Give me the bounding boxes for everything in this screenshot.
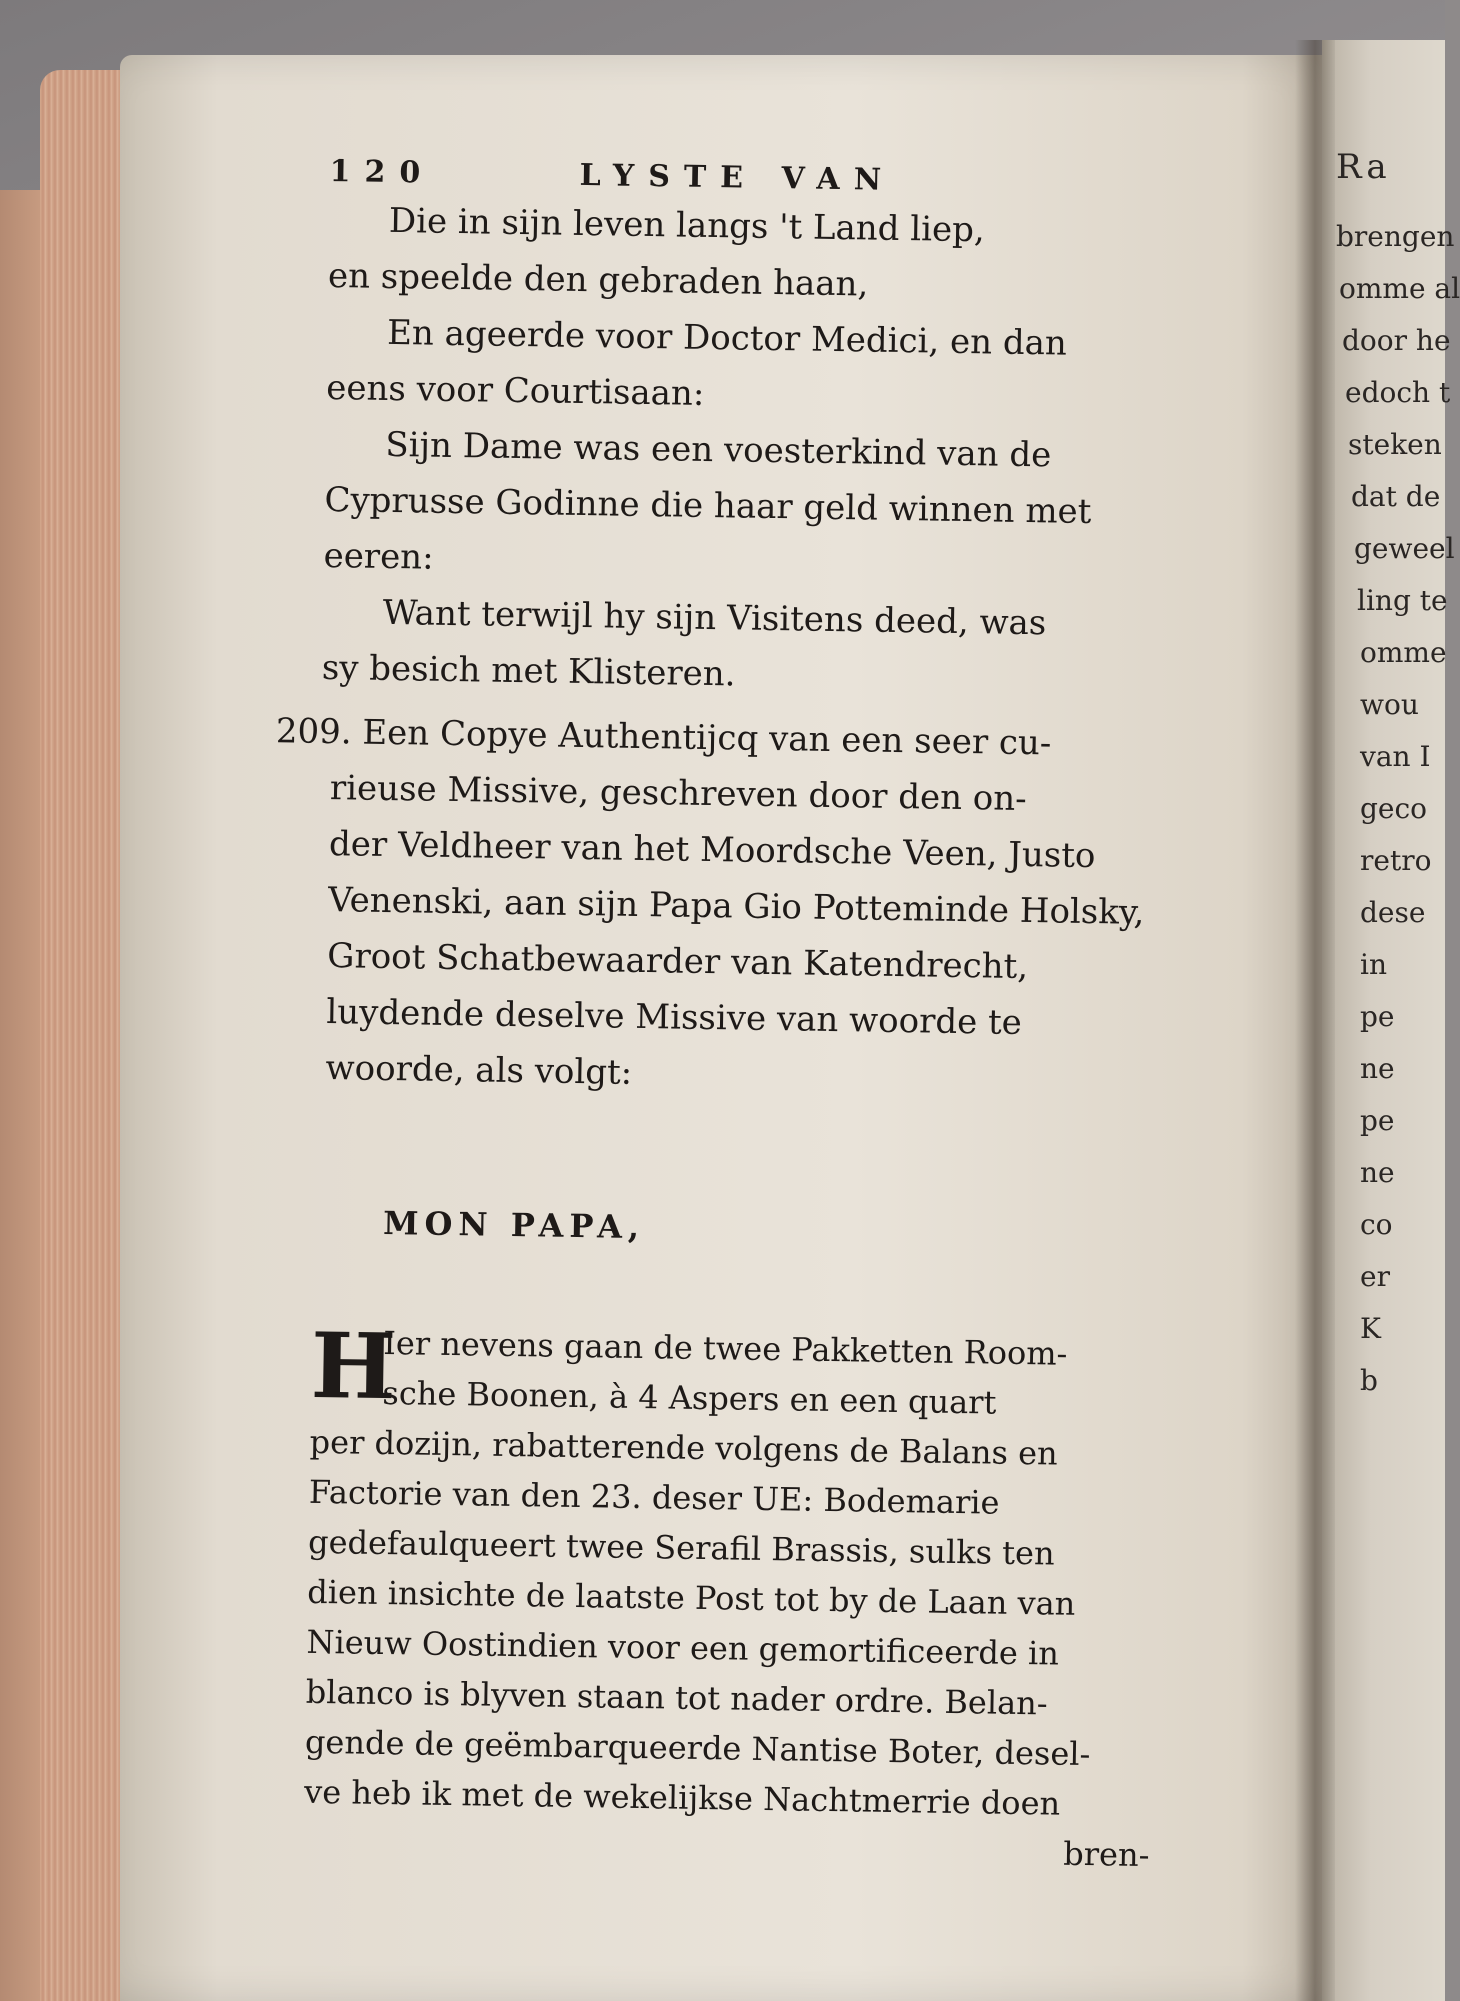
facing-page-line: steken	[1348, 428, 1442, 461]
letter-line: per dozijn, rabatterende volgens de Balans en	[309, 1422, 1059, 1473]
facing-page-line: omme al	[1339, 272, 1460, 305]
facing-page-line: door he	[1342, 324, 1451, 357]
facing-page-line: b	[1360, 1364, 1378, 1397]
text-line: eeren:	[323, 535, 434, 578]
facing-page-line: pe	[1360, 1104, 1395, 1137]
text-line: Venenski, aan sijn Papa Gio Potteminde Holsky,	[327, 880, 1145, 933]
facing-page-line: edoch t	[1345, 376, 1451, 409]
facing-page-line: geco	[1360, 792, 1428, 825]
facing-page-line: ne	[1360, 1052, 1395, 1085]
text-line: woorde, als volgt:	[325, 1048, 633, 1093]
facing-page	[1322, 40, 1460, 2001]
facing-page-line: retro	[1360, 844, 1432, 877]
text-line: Die in sijn leven langs 't Land liep,	[388, 200, 986, 251]
facing-page-line: brengen	[1336, 220, 1455, 253]
letter-line: Ier nevens gaan de twee Pakketten Room-	[382, 1323, 1068, 1373]
letter-line: blanco is blyven staan tot nader ordre. Belan-	[305, 1672, 1048, 1723]
letter-line: gedefaulqueert twee Serafil Brassis, sulks ten	[307, 1522, 1055, 1573]
text-line: Sijn Dame was een voesterkind van de	[385, 424, 1052, 476]
facing-page-header: Ra	[1336, 147, 1391, 187]
letter-line: sche Boonen, à 4 Aspers en een quart	[382, 1373, 997, 1422]
text-line: Want terwijl hy sijn Visitens deed, was	[382, 592, 1047, 644]
salutation: MON PAPA,	[382, 1203, 646, 1247]
facing-page-line: dat de	[1351, 480, 1441, 513]
text-line: en speelde den gebraden haan,	[327, 255, 869, 305]
text-line: Cyprusse Godinne die haar geld winnen met	[324, 479, 1092, 533]
page-number: 120	[329, 153, 435, 191]
drop-cap: H	[310, 1312, 397, 1421]
text-line: En ageerde voor Doctor Medici, en dan	[386, 312, 1068, 364]
letter-line: Nieuw Oostindien voor een gemortificeerde in	[306, 1622, 1060, 1673]
letter-line: Factorie van den 23. deser UE: Bodemarie	[308, 1472, 1000, 1522]
facing-page-line: ling te	[1357, 584, 1448, 617]
facing-page-line: in	[1360, 948, 1387, 981]
page-text	[275, 150, 1310, 1875]
text-line: eens voor Courtisaan:	[325, 367, 705, 414]
text-line: der Veldheer van het Moordsche Veen, Justo	[328, 824, 1096, 877]
facing-page-line: van I	[1360, 740, 1431, 773]
letter-line: bren-	[1063, 1834, 1150, 1875]
facing-page-line: dese	[1360, 896, 1426, 929]
letter-line: ve heb ik met de wekelijkse Nachtmerrie doen	[303, 1772, 1061, 1823]
facing-page-line: omme	[1360, 636, 1447, 669]
facing-page-line: er	[1360, 1260, 1390, 1293]
facing-page-line: pe	[1360, 1000, 1395, 1033]
text-line: 209. Een Copye Authentijcq van een seer cu-	[275, 711, 1052, 764]
facing-page-line: wou	[1360, 688, 1419, 721]
text-line: Groot Schatbewaarder van Katendrecht,	[327, 936, 1029, 988]
facing-page-line: ne	[1360, 1156, 1395, 1189]
text-line: luydende deselve Missive van woorde te	[326, 992, 1023, 1043]
facing-page-line: co	[1360, 1208, 1393, 1241]
running-title: LYSTE VAN	[579, 157, 896, 198]
facing-page-line: geweel	[1354, 532, 1455, 565]
letter-line: dien insichte de laatste Post tot by de Laan van	[307, 1572, 1076, 1623]
text-line: sy besich met Klisteren.	[321, 647, 736, 695]
letter-line: gende de geëmbarqueerde Nantise Boter, desel-	[304, 1722, 1091, 1774]
facing-page-line: K	[1360, 1312, 1381, 1345]
text-line: rieuse Missive, geschreven door den on-	[329, 768, 1028, 820]
